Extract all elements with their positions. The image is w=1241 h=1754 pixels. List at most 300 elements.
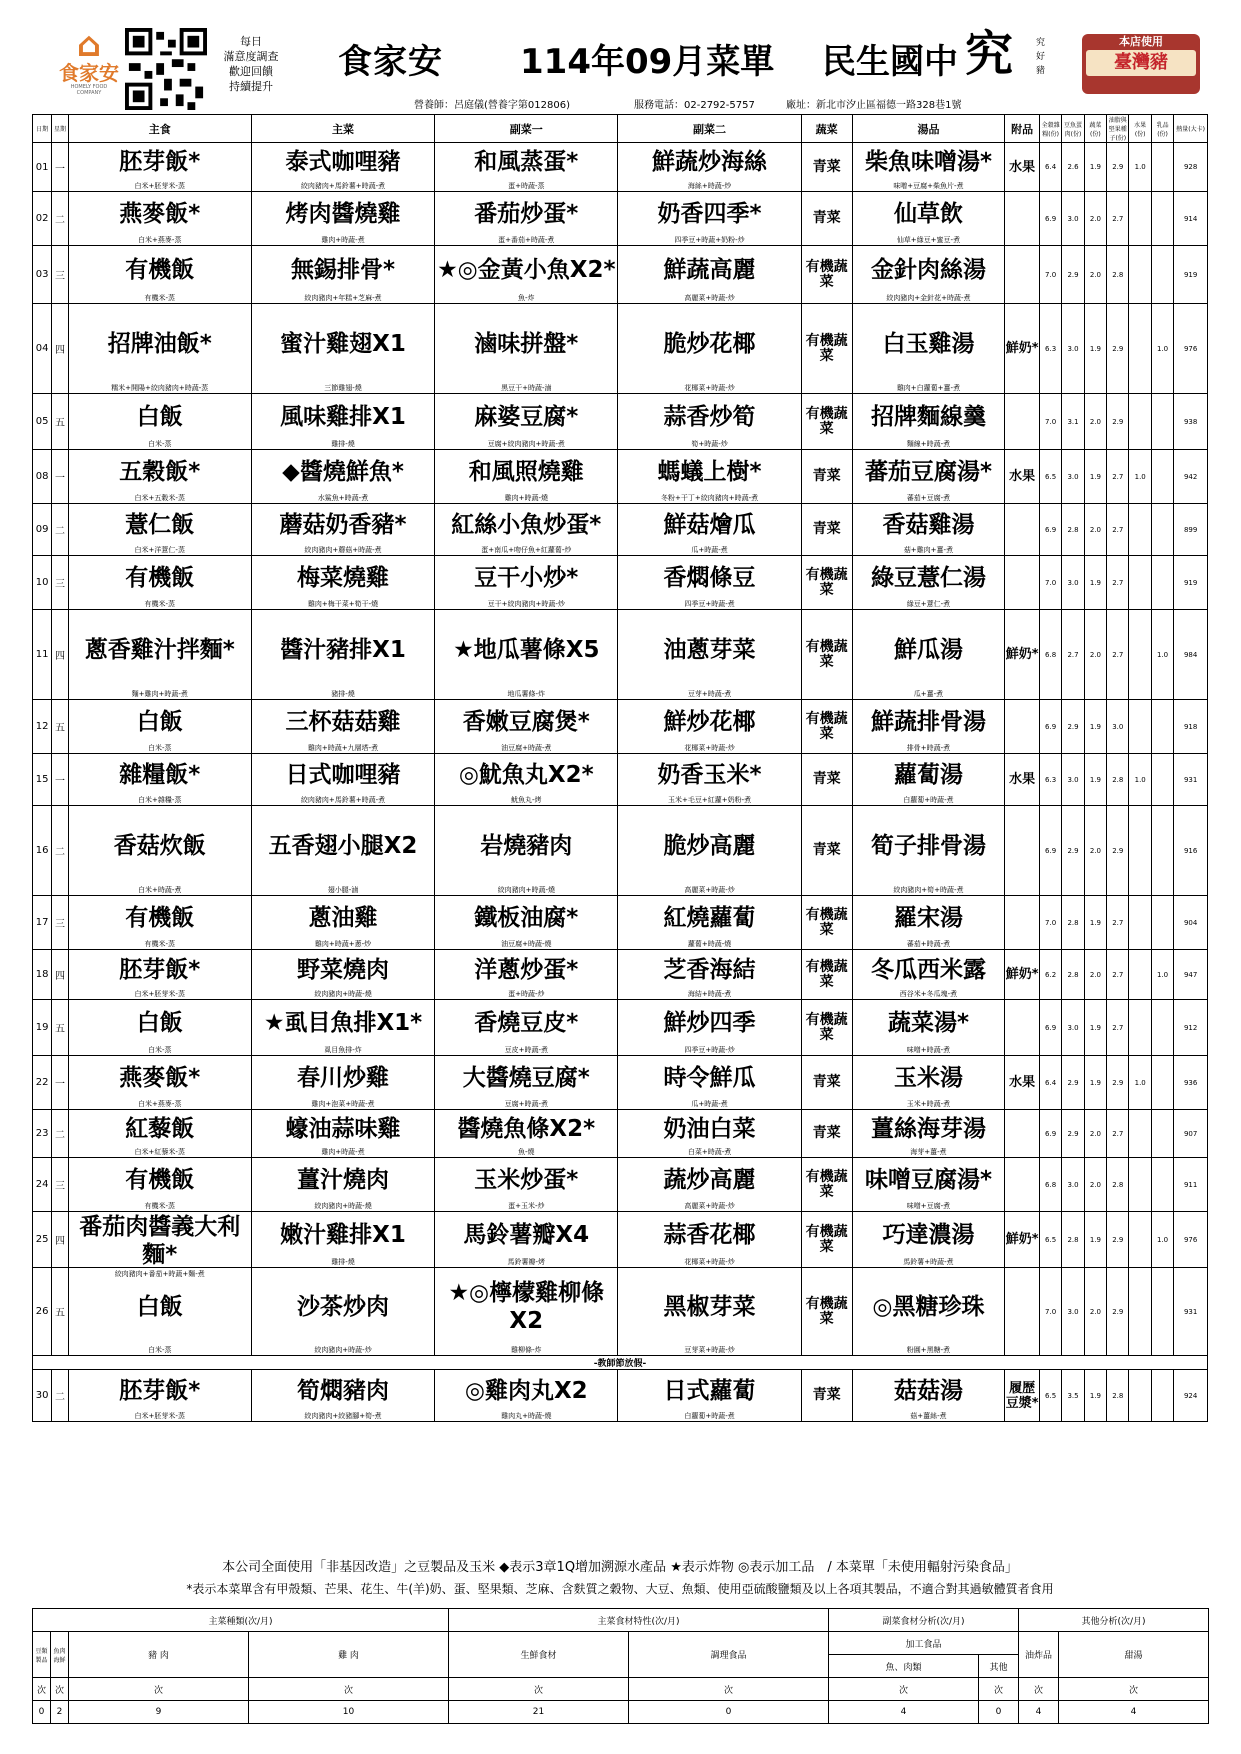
dish-ingredients: 仙草+綠豆+蜜豆-煮 [896, 235, 961, 244]
row-nutrition: 2.8 [1062, 950, 1084, 1000]
menu-header [0, 0, 1241, 110]
dish-name: 嫩汁雞排X1 [280, 1221, 406, 1248]
dish-ingredients: 絞肉豬肉+蘑菇+時蔬-煮 [304, 545, 382, 554]
dish-ingredients: 白米+時蔬-煮 [138, 885, 182, 894]
menu-table [32, 114, 1208, 1422]
row-nutrition: 1.0 [1151, 304, 1173, 394]
row-nutrition [1129, 246, 1151, 304]
dish-ingredients: 白蘿蔔+時蔬-煮 [903, 795, 954, 804]
dish-ingredients: 海結+時蔬-煮 [687, 989, 732, 998]
dish-name: 鮮蔬排骨湯 [870, 708, 986, 735]
dish-ingredients: 雞肉+梅干菜+筍干-燒 [307, 599, 379, 608]
row-weekday: 四 [52, 1212, 68, 1268]
dish-ingredients: 油豆腐+時蔬-燒 [501, 939, 552, 948]
row-kcal: 928 [1174, 143, 1208, 192]
dish-ingredients: 蘿蔔+時蔬-燒 [687, 939, 732, 948]
row-date: 09 [33, 504, 52, 556]
dish-ingredients: 白米+雜糧-蒸 [138, 795, 182, 804]
table-row [33, 1212, 1208, 1268]
row-veg: 有機蔬菜 [801, 896, 852, 950]
row-nutrition: 3.0 [1062, 556, 1084, 610]
qr-code-icon[interactable] [125, 28, 207, 110]
row-nutrition [1151, 806, 1173, 896]
dish-ingredients: 西谷米+冬瓜塊-煮 [899, 989, 958, 998]
row-nutrition: 7.0 [1039, 556, 1061, 610]
row-weekday: 四 [52, 610, 68, 700]
row-nutrition: 2.7 [1107, 1000, 1129, 1056]
row-kcal: 931 [1174, 754, 1208, 806]
row-nutrition: 2.9 [1062, 1056, 1084, 1110]
stats-table: 主菜種類(次/月) 主菜食材特性(次/月) 副菜食材分析(次/月) 其他分析(次/月) 豆類製品 魚肉海鮮 豬 肉 雞 肉 生鮮食材 調理食品 加工食品 油炸品 甜湯 魚、肉類 其他 次 次 次 次 次 次 次 次 次 次 0 2 9 10 21 0 4 0 4 4 [32, 1608, 1209, 1724]
jiu-side-text: 究 好 豬 [1036, 38, 1046, 76]
dish-ingredients: 雞肉+白蘿蔔+薑-煮 [896, 383, 961, 392]
dish-name: 螞蟻上樹* [657, 458, 762, 485]
row-veg: 有機蔬菜 [801, 1212, 852, 1268]
row-date: 30 [33, 1370, 52, 1422]
dish-name: 味噌豆腐湯* [864, 1166, 992, 1193]
taiwan-pig-badge: 本店使用 臺灣豬 [1082, 34, 1200, 94]
dish-ingredients: 豬排-燒 [331, 689, 355, 698]
row-date: 04 [33, 304, 52, 394]
dish-ingredients: 白米+胚芽米-蒸 [134, 989, 185, 998]
dish-ingredients: 筍+時蔬-炒 [691, 439, 728, 448]
row-nutrition: 2.7 [1107, 504, 1129, 556]
dish-name: 三杯菇菇雞 [285, 708, 401, 735]
row-kcal: 919 [1174, 246, 1208, 304]
row-kcal: 984 [1174, 610, 1208, 700]
row-weekday: 一 [52, 143, 68, 192]
dish-ingredients: 綠豆+薏仁-煮 [906, 599, 951, 608]
dish-name: 招牌油飯* [107, 330, 212, 357]
dish-name: 紅藜飯 [125, 1115, 195, 1142]
row-nutrition: 1.0 [1129, 1056, 1151, 1110]
dish-name: 薑汁燒肉 [297, 1166, 390, 1193]
row-nutrition: 2.9 [1062, 806, 1084, 896]
jiu-logo: 究 [965, 26, 1014, 82]
dish-ingredients: 白米+胚芽米-蒸 [134, 181, 185, 190]
dish-name: 玉米湯 [893, 1064, 963, 1091]
row-veg: 有機蔬菜 [801, 1158, 852, 1212]
house-logo-icon: ⌂ [76, 25, 102, 65]
dish-name: 奶香四季* [657, 200, 762, 227]
dish-name: 白飯 [136, 1009, 183, 1036]
row-nutrition [1151, 394, 1173, 450]
dish-ingredients: 白米-蒸 [147, 1045, 172, 1054]
menu-body [33, 143, 1208, 1422]
row-nutrition: 1.9 [1084, 556, 1106, 610]
dish-ingredients: 瓜+時蔬-煮 [691, 1099, 728, 1108]
dish-name: 柴魚味噌湯* [864, 149, 992, 175]
row-nutrition: 2.7 [1107, 1110, 1129, 1158]
dish-ingredients: 白蘿蔔+時蔬-煮 [684, 1411, 735, 1420]
row-nutrition: 7.0 [1039, 246, 1061, 304]
dish-name: 烤肉醬燒雞 [285, 200, 401, 227]
dish-ingredients: 雞肉+時蔬-燒 [504, 493, 548, 502]
dish-name: 蜜汁雞翅X1 [280, 330, 406, 357]
row-nutrition: 2.8 [1107, 246, 1129, 304]
dish-name: 沙茶炒肉 [297, 1293, 390, 1320]
row-nutrition: 1.9 [1084, 1000, 1106, 1056]
row-kcal: 976 [1174, 304, 1208, 394]
stats-head-main-type: 主菜種類(次/月) [33, 1609, 449, 1632]
row-nutrition: 3.0 [1062, 450, 1084, 504]
row-extra: 水果 [1005, 1056, 1040, 1110]
row-veg: 青菜 [801, 1370, 852, 1422]
row-nutrition: 6.9 [1039, 806, 1061, 896]
row-kcal: 919 [1174, 556, 1208, 610]
table-row [33, 450, 1208, 504]
dish-ingredients: 高麗菜+時蔬-炒 [684, 885, 735, 894]
row-nutrition [1129, 896, 1151, 950]
row-extra: 鮮奶* [1005, 1212, 1040, 1268]
table-row [33, 1056, 1208, 1110]
table-row [33, 1110, 1208, 1158]
dish-name: 蠔油蒜味雞 [285, 1115, 401, 1142]
row-nutrition [1151, 556, 1173, 610]
dish-ingredients: 蛋+玉米-炒 [508, 1201, 545, 1210]
row-nutrition: 1.9 [1084, 143, 1106, 192]
dish-ingredients: 白米+紅藜米-蒸 [134, 1147, 185, 1156]
table-row [33, 1370, 1208, 1422]
dish-ingredients: 高麗菜+時蔬-炒 [684, 1201, 735, 1210]
row-weekday: 四 [52, 304, 68, 394]
row-weekday: 四 [52, 950, 68, 1000]
holiday-row: -教師節放假- [33, 1356, 1208, 1370]
dish-name: 脆炒花椰 [663, 330, 756, 357]
dish-ingredients: 麵線+時蔬-煮 [906, 439, 951, 448]
dish-name: 五香翅小腿X2 [268, 832, 418, 859]
row-date: 19 [33, 1000, 52, 1056]
row-nutrition: 1.0 [1151, 1212, 1173, 1268]
row-nutrition [1151, 700, 1173, 754]
dietitian-info: 營養師：呂庭儀(營養字第012806) [414, 100, 570, 111]
dish-ingredients: 絞肉豬肉+時蔬-炒 [314, 1345, 372, 1354]
row-kcal: 924 [1174, 1370, 1208, 1422]
dish-name: 胚芽飯* [119, 149, 201, 175]
dish-ingredients: 海絲+時蔬-炒 [687, 181, 732, 190]
dish-name: 麻婆豆腐* [474, 403, 579, 430]
row-extra [1005, 806, 1040, 896]
dish-name: 鐵板油腐* [474, 904, 579, 931]
dish-ingredients: 水鯊魚+時蔬-煮 [317, 493, 369, 502]
dish-name: 白飯 [136, 403, 183, 430]
table-row [33, 394, 1208, 450]
dish-name: 蒜香花椰 [663, 1221, 756, 1248]
dish-name: 筍燜豬肉 [297, 1377, 390, 1404]
dish-ingredients: 豆腐+時蔬-煮 [504, 1099, 548, 1108]
dish-name: 有機飯 [125, 256, 195, 283]
logo-sub: HOMELY FOOD COMPANY [70, 84, 108, 96]
row-nutrition [1129, 504, 1151, 556]
row-nutrition: 6.4 [1039, 1056, 1061, 1110]
dish-name: 香燜條豆 [663, 564, 756, 591]
row-nutrition: 2.9 [1062, 246, 1084, 304]
row-veg: 有機蔬菜 [801, 1268, 852, 1356]
dish-ingredients: 有機米-蒸 [144, 1201, 176, 1210]
notes-line-1: 本公司全面使用「非基因改造」之豆製品及玉米 ◆表示3章1Q增加溯源水產品 ★表示炸物 ◎表示加工品 / 本菜單「未使用輻射污染食品」 [222, 1560, 1018, 1575]
dish-ingredients: 馬鈴薯瓣-烤 [507, 1257, 546, 1266]
row-nutrition: 6.9 [1039, 1000, 1061, 1056]
dish-ingredients: 雞肉丸+時蔬-燒 [501, 1411, 552, 1420]
dish-name: 招牌麵線羹 [870, 403, 986, 430]
row-veg: 青菜 [801, 1110, 852, 1158]
dish-ingredients: 魷魚丸-烤 [511, 795, 542, 804]
dish-name: 番茄炒蛋* [474, 200, 579, 227]
stats-values: 0 2 9 10 21 0 4 0 4 4 [33, 1701, 1209, 1724]
row-nutrition: 1.0 [1151, 950, 1173, 1000]
row-nutrition: 1.0 [1129, 143, 1151, 192]
row-nutrition: 6.4 [1039, 143, 1061, 192]
row-nutrition: 3.0 [1062, 304, 1084, 394]
row-nutrition [1129, 556, 1151, 610]
row-nutrition [1151, 246, 1173, 304]
dish-name: 岩燒豬肉 [480, 832, 573, 859]
dish-ingredients: 白米-蒸 [147, 1345, 172, 1354]
row-nutrition [1151, 1000, 1173, 1056]
dish-ingredients: 雞肉+時蔬+九層塔-煮 [307, 743, 379, 752]
dish-ingredients: 有機米-蒸 [144, 939, 176, 948]
row-veg: 青菜 [801, 504, 852, 556]
row-nutrition: 6.9 [1039, 192, 1061, 246]
row-extra [1005, 246, 1040, 304]
dish-ingredients: 玉米+時蔬-煮 [906, 1099, 951, 1108]
row-nutrition: 3.0 [1062, 754, 1084, 806]
row-nutrition: 7.0 [1039, 896, 1061, 950]
row-nutrition: 6.8 [1039, 610, 1061, 700]
stats-head-side: 副菜食材分析(次/月) [829, 1609, 1019, 1632]
row-nutrition: 1.9 [1084, 1056, 1106, 1110]
dish-ingredients: 麵+雞肉+時蔬-煮 [131, 689, 188, 698]
row-nutrition: 2.0 [1084, 192, 1106, 246]
table-row [33, 610, 1208, 700]
dish-ingredients: 虱目魚排-炸 [324, 1045, 362, 1054]
row-extra: 鮮奶* [1005, 950, 1040, 1000]
row-veg: 青菜 [801, 1056, 852, 1110]
dish-name: 巧達濃湯 [882, 1221, 975, 1248]
dish-name: 燕麥飯* [119, 1064, 201, 1091]
dish-name: 洋蔥炒蛋* [474, 956, 579, 983]
row-weekday: 二 [52, 1110, 68, 1158]
row-nutrition: 6.5 [1039, 1212, 1061, 1268]
row-kcal: 904 [1174, 896, 1208, 950]
row-nutrition: 2.9 [1107, 1268, 1129, 1356]
notes-line-2: *表示本菜單含有甲殼類、芒果、花生、牛(羊)奶、蛋、堅果類、芝麻、含麩質之穀物、大豆、魚類、使用亞硫酸鹽類及以上各項其製品，不適合對其過敏體質者食用 [186, 1582, 1054, 1596]
row-weekday: 二 [52, 806, 68, 896]
dish-name: ◎黑糖珍珠 [872, 1293, 985, 1320]
menu-title: 114年09月菜單 [520, 42, 775, 82]
stats-head-main-feature: 主菜食材特性(次/月) [449, 1609, 829, 1632]
dish-ingredients: 絞肉豬肉+筍+時蔬-煮 [893, 885, 964, 894]
dish-ingredients: 瓜+薑-煮 [913, 689, 944, 698]
row-nutrition: 2.9 [1107, 1212, 1129, 1268]
dish-ingredients: 四季豆+時蔬+奶粉-炒 [674, 235, 745, 244]
dish-name: 鮮蔬高麗 [663, 256, 756, 283]
row-nutrition: 3.0 [1062, 1158, 1084, 1212]
row-nutrition [1129, 700, 1151, 754]
row-nutrition: 2.0 [1084, 806, 1106, 896]
dish-name: 芝香海結 [663, 956, 756, 983]
dish-name: 鮮炒花椰 [663, 708, 756, 735]
dish-name: 羅宋湯 [893, 904, 963, 931]
dish-name: 和風蒸蛋* [474, 149, 579, 175]
row-nutrition: 2.7 [1107, 450, 1129, 504]
dish-name: 蔥油雞 [308, 904, 378, 931]
row-date: 05 [33, 394, 52, 450]
dish-ingredients: 花椰菜+時蔬-炒 [684, 743, 735, 752]
row-nutrition: 6.9 [1039, 700, 1061, 754]
row-nutrition: 6.5 [1039, 450, 1061, 504]
dish-ingredients: 有機米-蒸 [144, 293, 176, 302]
row-kcal: 938 [1174, 394, 1208, 450]
row-nutrition: 2.9 [1107, 143, 1129, 192]
row-extra [1005, 192, 1040, 246]
dish-ingredients: 黑豆干+時蔬-滷 [501, 383, 552, 392]
dish-ingredients: 四季豆+時蔬-煮 [684, 599, 735, 608]
row-nutrition [1151, 143, 1173, 192]
row-nutrition: 2.7 [1062, 610, 1084, 700]
row-nutrition [1129, 1158, 1151, 1212]
dish-ingredients: 絞肉豬肉+時蔬-燒 [497, 885, 555, 894]
table-row [33, 246, 1208, 304]
row-nutrition [1129, 1268, 1151, 1356]
row-kcal: 911 [1174, 1158, 1208, 1212]
brand-title: 食家安 [338, 42, 443, 82]
dish-ingredients: 雞肉+時蔬-煮 [321, 235, 365, 244]
row-veg: 有機蔬菜 [801, 950, 852, 1000]
table-row [33, 1268, 1208, 1356]
dish-name: 香菇雞湯 [882, 511, 975, 538]
dish-name: 鮮瓜湯 [893, 636, 963, 663]
row-nutrition: 1.9 [1084, 754, 1106, 806]
dish-ingredients: 豆芽+時蔬-煮 [687, 689, 732, 698]
row-nutrition: 2.7 [1107, 192, 1129, 246]
row-nutrition: 2.6 [1062, 143, 1084, 192]
dish-name: 香嫩豆腐煲* [462, 708, 590, 735]
row-veg: 青菜 [801, 754, 852, 806]
dish-ingredients: 絞肉豬肉+時蔬-燒 [314, 989, 372, 998]
dish-name: 泰式咖哩豬 [285, 149, 401, 175]
row-nutrition: 2.8 [1062, 504, 1084, 556]
school-name: 民生國中 [822, 42, 958, 82]
table-row [33, 1000, 1208, 1056]
row-extra [1005, 896, 1040, 950]
dish-name: ◆醬燒鮮魚* [282, 458, 404, 485]
dish-name: 脆炒高麗 [663, 832, 756, 859]
dish-name: 綠豆薏仁湯 [870, 564, 986, 591]
row-extra [1005, 504, 1040, 556]
dish-ingredients: 白米+洋薏仁-蒸 [134, 545, 185, 554]
row-veg: 青菜 [801, 450, 852, 504]
row-nutrition: 2.8 [1107, 1158, 1129, 1212]
dish-ingredients: 冬粉+干丁+絞肉豬肉+時蔬-煮 [660, 493, 759, 502]
dish-name: 有機飯 [125, 1166, 195, 1193]
dish-ingredients: 蛋+南瓜+吻仔魚+紅蘿蔔-炒 [481, 545, 572, 554]
row-nutrition: 2.8 [1107, 1370, 1129, 1422]
row-date: 16 [33, 806, 52, 896]
dish-name: 白飯 [136, 708, 183, 735]
row-nutrition [1151, 754, 1173, 806]
row-nutrition: 7.0 [1039, 394, 1061, 450]
dish-name: 蔥香雞汁拌麵* [84, 636, 235, 663]
row-date: 24 [33, 1158, 52, 1212]
row-extra [1005, 700, 1040, 754]
row-nutrition: 1.9 [1084, 1370, 1106, 1422]
row-extra: 水果 [1005, 754, 1040, 806]
row-kcal: 942 [1174, 450, 1208, 504]
row-nutrition: 2.0 [1084, 246, 1106, 304]
row-nutrition: 1.9 [1084, 896, 1106, 950]
dish-ingredients: 味噌+時蔬-煮 [906, 1045, 951, 1054]
dish-name: 蒜香炒筍 [663, 403, 756, 430]
dish-name: 仙草飲 [893, 200, 963, 227]
row-nutrition: 2.9 [1062, 1110, 1084, 1158]
dish-ingredients: 蛋+時蔬-炒 [508, 989, 545, 998]
row-nutrition [1129, 806, 1151, 896]
row-date: 15 [33, 754, 52, 806]
dish-name: 胚芽飯* [119, 956, 201, 983]
dish-name: 蘿蔔湯 [893, 761, 963, 788]
row-nutrition: 2.9 [1107, 304, 1129, 394]
dish-ingredients: 雞柳條-炸 [511, 1345, 542, 1354]
row-date: 02 [33, 192, 52, 246]
dish-name: 香燒豆皮* [474, 1009, 579, 1036]
dish-ingredients: 雞肉+時蔬+蔥-炒 [314, 939, 372, 948]
row-weekday: 三 [52, 246, 68, 304]
row-nutrition [1129, 304, 1151, 394]
dish-name: 紅燒蘿蔔 [663, 904, 756, 931]
row-nutrition [1151, 450, 1173, 504]
row-veg: 青菜 [801, 192, 852, 246]
dish-name: 梅菜燒雞 [297, 564, 390, 591]
stats-head-other: 其他分析(次/月) [1019, 1609, 1209, 1632]
row-nutrition: 2.8 [1107, 754, 1129, 806]
dish-ingredients: 絞肉豬肉+馬鈴薯+時蔬-煮 [300, 795, 386, 804]
row-weekday: 一 [52, 754, 68, 806]
row-kcal: 914 [1174, 192, 1208, 246]
row-date: 23 [33, 1110, 52, 1158]
dish-name: 薑絲海芽湯 [870, 1115, 986, 1142]
row-nutrition: 2.8 [1062, 896, 1084, 950]
dish-ingredients: 絞肉豬肉+絞豬腳+筍-煮 [304, 1411, 382, 1420]
dish-name: 春川炒雞 [297, 1064, 390, 1091]
dish-ingredients: 瓜+時蔬-煮 [691, 545, 728, 554]
row-weekday: 五 [52, 394, 68, 450]
row-nutrition: 6.3 [1039, 754, 1061, 806]
dish-name: ◎魷魚丸X2* [458, 761, 594, 788]
dish-ingredients: 雞排-燒 [331, 1257, 355, 1266]
row-nutrition: 1.9 [1084, 450, 1106, 504]
dish-name: 蘑菇奶香豬* [279, 511, 407, 538]
row-nutrition: 2.9 [1062, 700, 1084, 754]
row-veg: 有機蔬菜 [801, 246, 852, 304]
row-nutrition: 2.7 [1107, 950, 1129, 1000]
dish-ingredients: 絞肉豬肉+金針花+時蔬-煮 [886, 293, 971, 302]
row-veg: 有機蔬菜 [801, 1000, 852, 1056]
row-extra [1005, 1158, 1040, 1212]
row-nutrition [1129, 1370, 1151, 1422]
dish-ingredients: 菇+雞肉+薑-煮 [903, 545, 954, 554]
dish-ingredients: 糯米+開陽+絞肉豬肉+時蔬-蒸 [111, 383, 209, 392]
row-nutrition [1129, 394, 1151, 450]
row-date: 12 [33, 700, 52, 754]
row-date: 25 [33, 1212, 52, 1268]
row-nutrition [1151, 1110, 1173, 1158]
dish-ingredients: 海芽+薑-煮 [910, 1147, 947, 1156]
dish-name: ★◎檸檬雞柳條X2 [448, 1279, 605, 1334]
dish-ingredients: 蛋+番茄+時蔬-煮 [498, 235, 555, 244]
row-extra [1005, 556, 1040, 610]
row-weekday: 三 [52, 556, 68, 610]
